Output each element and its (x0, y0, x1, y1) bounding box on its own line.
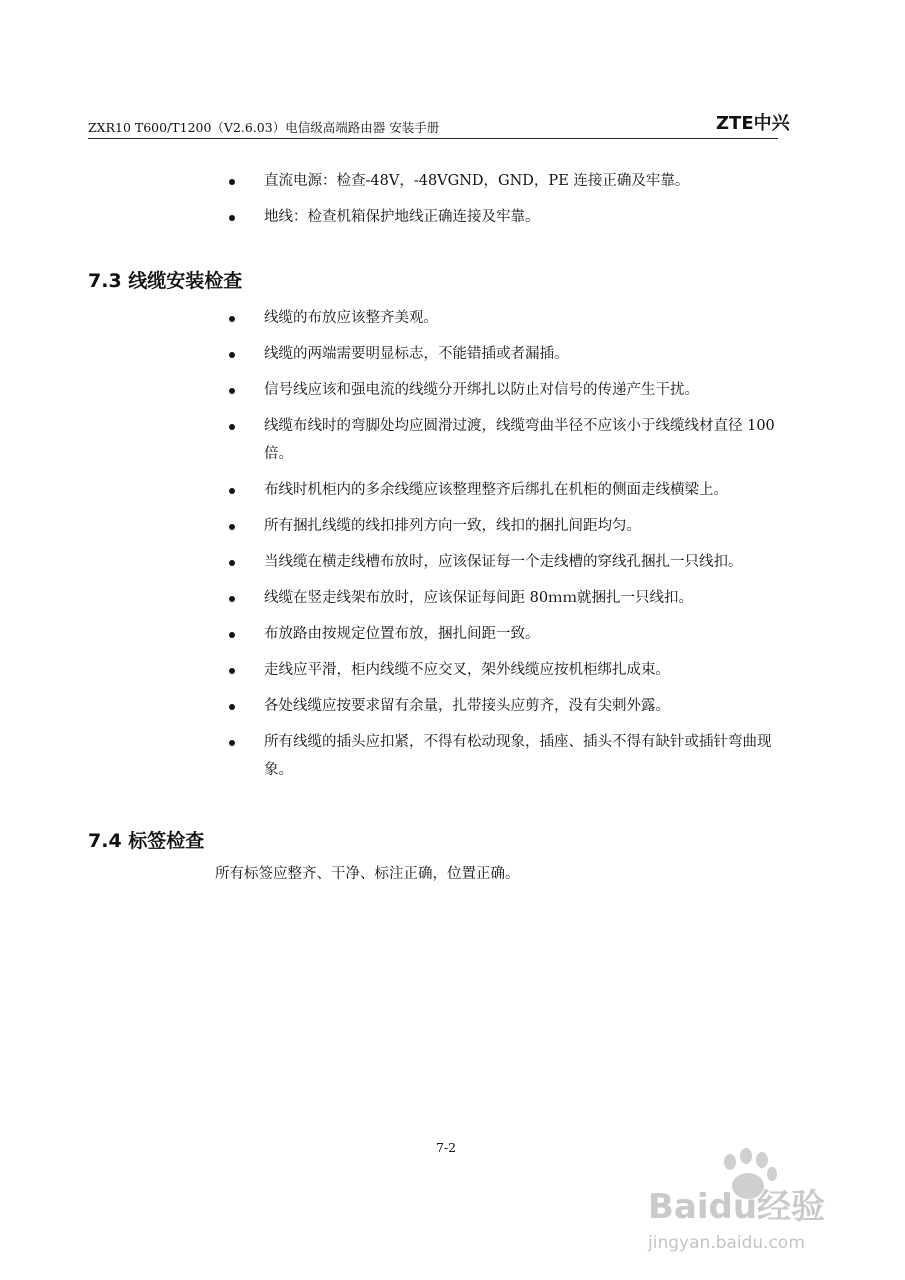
list-item: 布放路由按规定位置布放，捆扎间距一致。 (226, 620, 786, 648)
list-item: 地线：检查机箱保护地线正确连接及牢靠。 (226, 203, 786, 231)
bullet-icon (229, 352, 235, 358)
bullet-icon (229, 488, 235, 494)
header-divider (88, 138, 778, 139)
bullet-icon (229, 424, 235, 430)
baidu-jingyan-watermark (618, 1140, 868, 1260)
list-item: 所有捆扎线缆的线扣排列方向一致，线扣的捆扎间距均匀。 (226, 512, 786, 540)
bullet-icon (229, 524, 235, 530)
bullet-icon (229, 388, 235, 394)
section-heading-7-4: 7.4 标签检查 (88, 830, 205, 852)
page-number: 7-2 (436, 1140, 457, 1155)
label-check-paragraph: 所有标签应整齐、干净、标注正确，位置正确。 (215, 866, 520, 882)
document-header-title: ZXR10 T600/T1200（V2.6.03）电信级高端路由器 安装手册 (88, 120, 440, 135)
bullet-icon (229, 215, 235, 221)
zte-logo (716, 111, 790, 134)
bullet-icon (229, 668, 235, 674)
list-item: 走线应平滑，柜内线缆不应交叉，架外线缆应按机柜绑扎成束。 (226, 656, 786, 684)
svg-text:jingyan.baidu.com: jingyan.baidu.com (648, 1233, 805, 1253)
cable-check-list (226, 304, 786, 792)
list-item: 各处线缆应按要求留有余量，扎带接头应剪齐，没有尖刺外露。 (226, 692, 786, 720)
bullet-icon (229, 560, 235, 566)
list-item: 线缆的布放应该整齐美观。 (226, 304, 786, 332)
bullet-icon (229, 632, 235, 638)
bullet-icon (229, 316, 235, 322)
list-item: 线缆布线时的弯脚处均应圆滑过渡，线缆弯曲半径不应该小于线缆线材直径 100 倍。 (226, 412, 786, 468)
list-item: 线缆的两端需要明显标志，不能错插或者漏插。 (226, 340, 786, 368)
bullet-icon (229, 740, 235, 746)
list-item: 当线缆在横走线槽布放时，应该保证每一个走线槽的穿线孔捆扎一只线扣。 (226, 548, 786, 576)
bullet-icon (229, 704, 235, 710)
list-item: 线缆在竖走线架布放时，应该保证每间距 80ｍｍ就捆扎一只线扣。 (226, 584, 786, 612)
svg-text:ZTE中兴: ZTE中兴 (716, 113, 790, 134)
section-heading-7-3: 7.3 线缆安装检查 (88, 270, 243, 292)
bullet-icon (229, 596, 235, 602)
list-item: 所有线缆的插头应扣紧，不得有松动现象，插座、插头不得有缺针或插针弯曲现象。 (226, 728, 786, 784)
bullet-icon (229, 179, 235, 185)
list-item: 布线时机柜内的多余线缆应该整理整齐后绑扎在机柜的侧面走线横梁上。 (226, 476, 786, 504)
power-check-list (226, 167, 786, 239)
list-item: 直流电源：检查-48V，-48VGND，GND，PE 连接正确及牢靠。 (226, 167, 786, 195)
svg-text:Baidu经验: Baidu经验 (648, 1187, 826, 1227)
list-item: 信号线应该和强电流的线缆分开绑扎以防止对信号的传递产生干扰。 (226, 376, 786, 404)
